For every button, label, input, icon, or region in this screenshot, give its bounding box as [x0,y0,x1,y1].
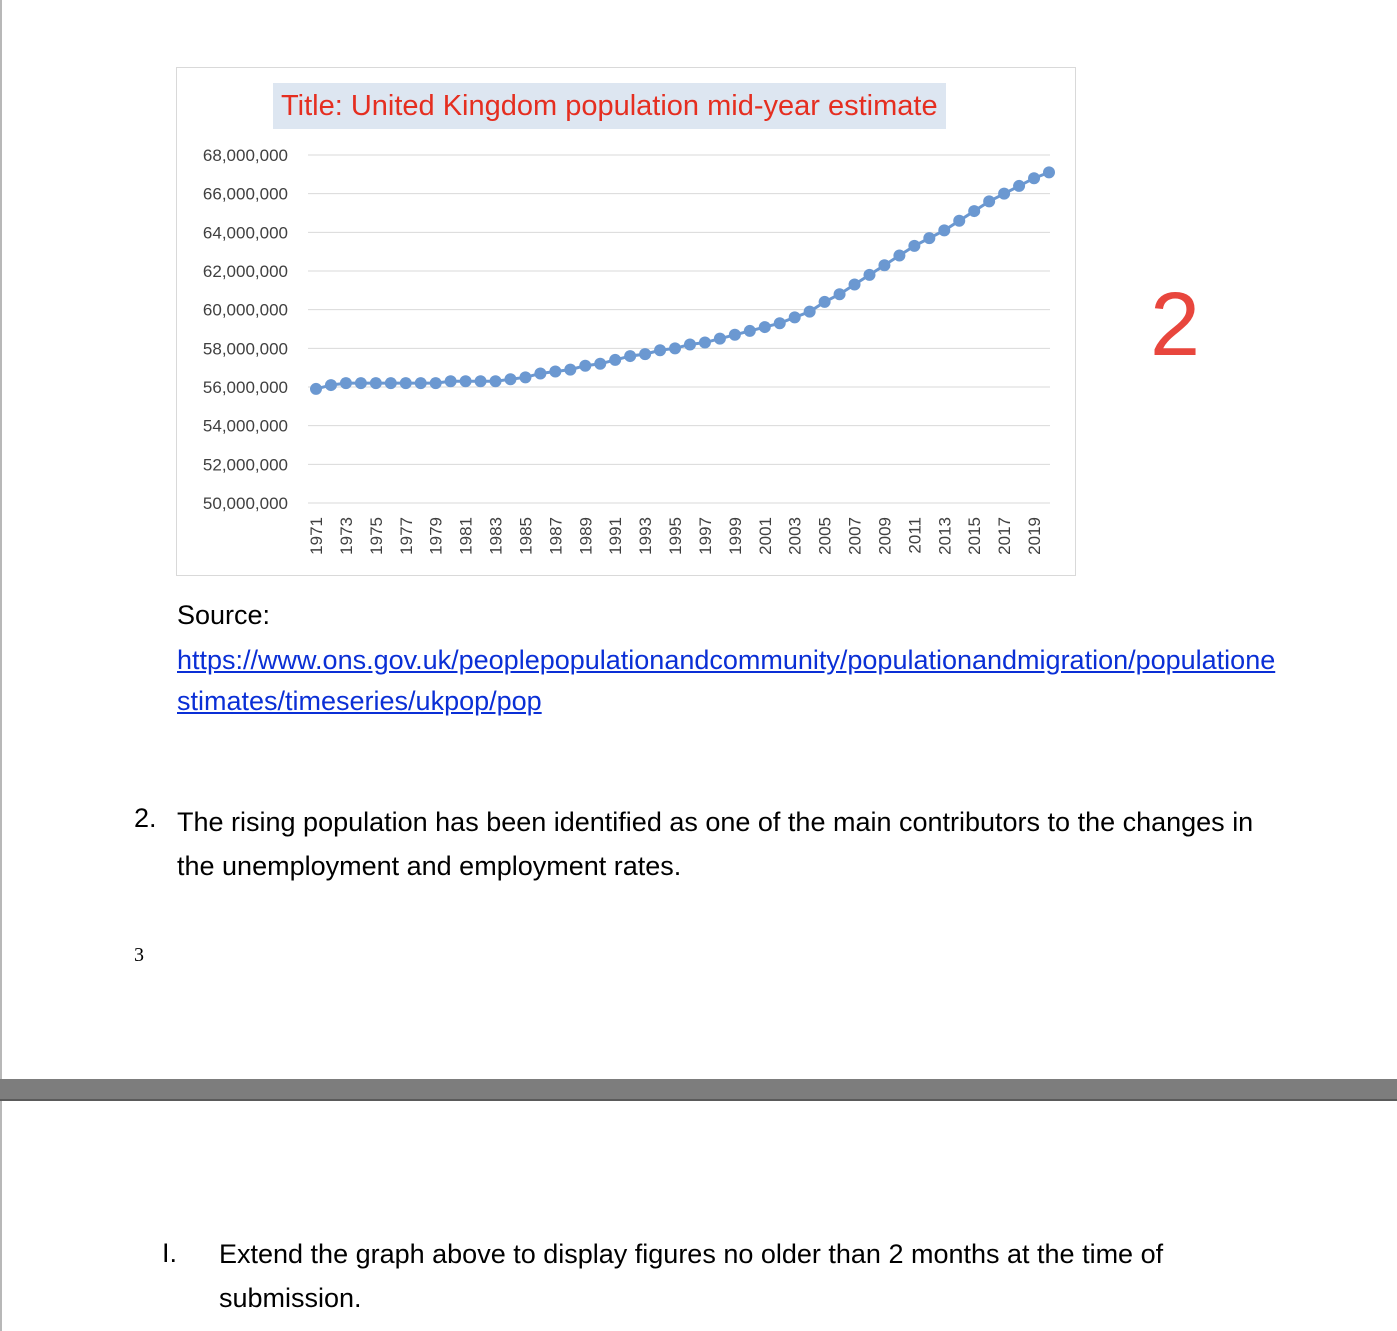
x-tick-label: 1987 [546,517,566,555]
y-tick-label: 50,000,000 [202,494,288,513]
data-point [385,377,397,389]
data-point [534,367,546,379]
data-point [624,350,636,362]
data-point [789,311,801,323]
data-point [490,375,502,387]
y-tick-label: 68,000,000 [202,146,288,165]
data-point [729,329,741,341]
data-point [714,333,726,345]
x-tick-label: 2017 [995,517,1015,555]
data-point [983,195,995,207]
x-tick-label: 2011 [905,517,925,554]
x-tick-label: 1989 [576,517,596,555]
page-break [0,1079,1397,1101]
x-tick-label: 2009 [875,517,895,555]
y-tick-label: 58,000,000 [202,339,288,359]
x-tick-label: 1997 [695,517,715,555]
data-point [998,188,1010,200]
data-point [430,377,442,389]
x-tick-label: 2013 [935,517,955,555]
x-tick-label: 1983 [486,517,506,555]
data-point [475,375,487,387]
x-tick-label: 1981 [456,517,476,555]
data-point [1013,180,1025,192]
data-point [938,224,950,236]
data-point [340,377,352,389]
data-point [504,373,516,385]
x-tick-label: 1985 [516,517,536,555]
data-point [774,317,786,329]
x-tick-label: 1991 [606,517,626,555]
y-tick-label: 56,000,000 [202,378,288,397]
data-point [445,375,457,387]
x-tick-label: 1999 [725,517,745,555]
x-tick-label: 2001 [755,517,775,555]
data-point [953,215,965,227]
data-point [834,288,846,300]
data-point [400,377,412,389]
data-point [415,377,427,389]
x-tick-label: 2007 [845,517,865,555]
data-point [609,354,621,366]
data-point [579,360,591,372]
y-tick-label: 62,000,000 [202,262,288,281]
data-point [355,377,367,389]
data-point [699,337,711,349]
data-point [744,325,756,337]
x-tick-label: 2005 [815,517,835,555]
y-tick-label: 52,000,000 [202,455,288,475]
question-number: 2. [134,803,157,833]
data-point [819,296,831,308]
x-tick-label: 2015 [965,517,985,555]
data-point [878,259,890,271]
x-tick-label: 2003 [785,517,805,555]
data-point [519,371,531,383]
data-point [564,364,576,376]
question-text: The rising population has been identified as one of the main contributors to the changes in the unemployment and employment rates. [177,807,1254,881]
data-point [968,205,980,217]
y-tick-label: 64,000,000 [202,223,288,243]
population-chart [176,67,1076,576]
data-point [908,240,920,252]
chart-plot [177,68,1075,575]
source-label: Source: [177,600,271,630]
data-point [849,279,861,291]
y-tick-label: 54,000,000 [202,416,288,436]
data-point [639,348,651,360]
subquestion-number: I. [162,1238,178,1268]
data-point [549,366,561,378]
x-tick-label: 1993 [636,517,656,555]
data-point [759,321,771,333]
y-tick-label: 60,000,000 [202,300,288,320]
x-tick-label: 1971 [307,517,326,555]
x-tick-label: 1977 [396,517,416,555]
data-point [460,375,472,387]
y-tick-label: 66,000,000 [202,184,288,204]
page-left-edge [0,0,2,1331]
x-tick-label: 1979 [426,517,446,555]
x-tick-label: 2019 [1025,517,1045,555]
source-link[interactable]: https://www.ons.gov.uk/peoplepopulationandcommunity/populationandmigration/populationestimates/timeseries/ukpop/pop [177,645,1276,716]
page-number: 3 [134,944,144,966]
annotation-number: 2 [1150,275,1201,375]
data-point [310,383,322,395]
data-point [1043,166,1055,178]
data-point [804,306,816,318]
data-point [594,358,606,370]
x-tick-label: 1973 [336,517,356,555]
data-point [1028,172,1040,184]
data-point [654,344,666,356]
data-point [684,338,696,350]
data-point [325,379,337,391]
series-line [316,172,1049,389]
data-point [370,377,382,389]
data-point [893,250,905,262]
data-point [923,232,935,244]
data-point [669,342,681,354]
data-point [863,269,875,281]
chart-title: Title: United Kingdom population mid-year estimate [273,83,946,129]
x-tick-label: 1995 [666,517,686,555]
subquestion-text: Extend the graph above to display figures no older than 2 months at the time of submission. [219,1239,1164,1313]
x-tick-label: 1975 [366,517,386,555]
